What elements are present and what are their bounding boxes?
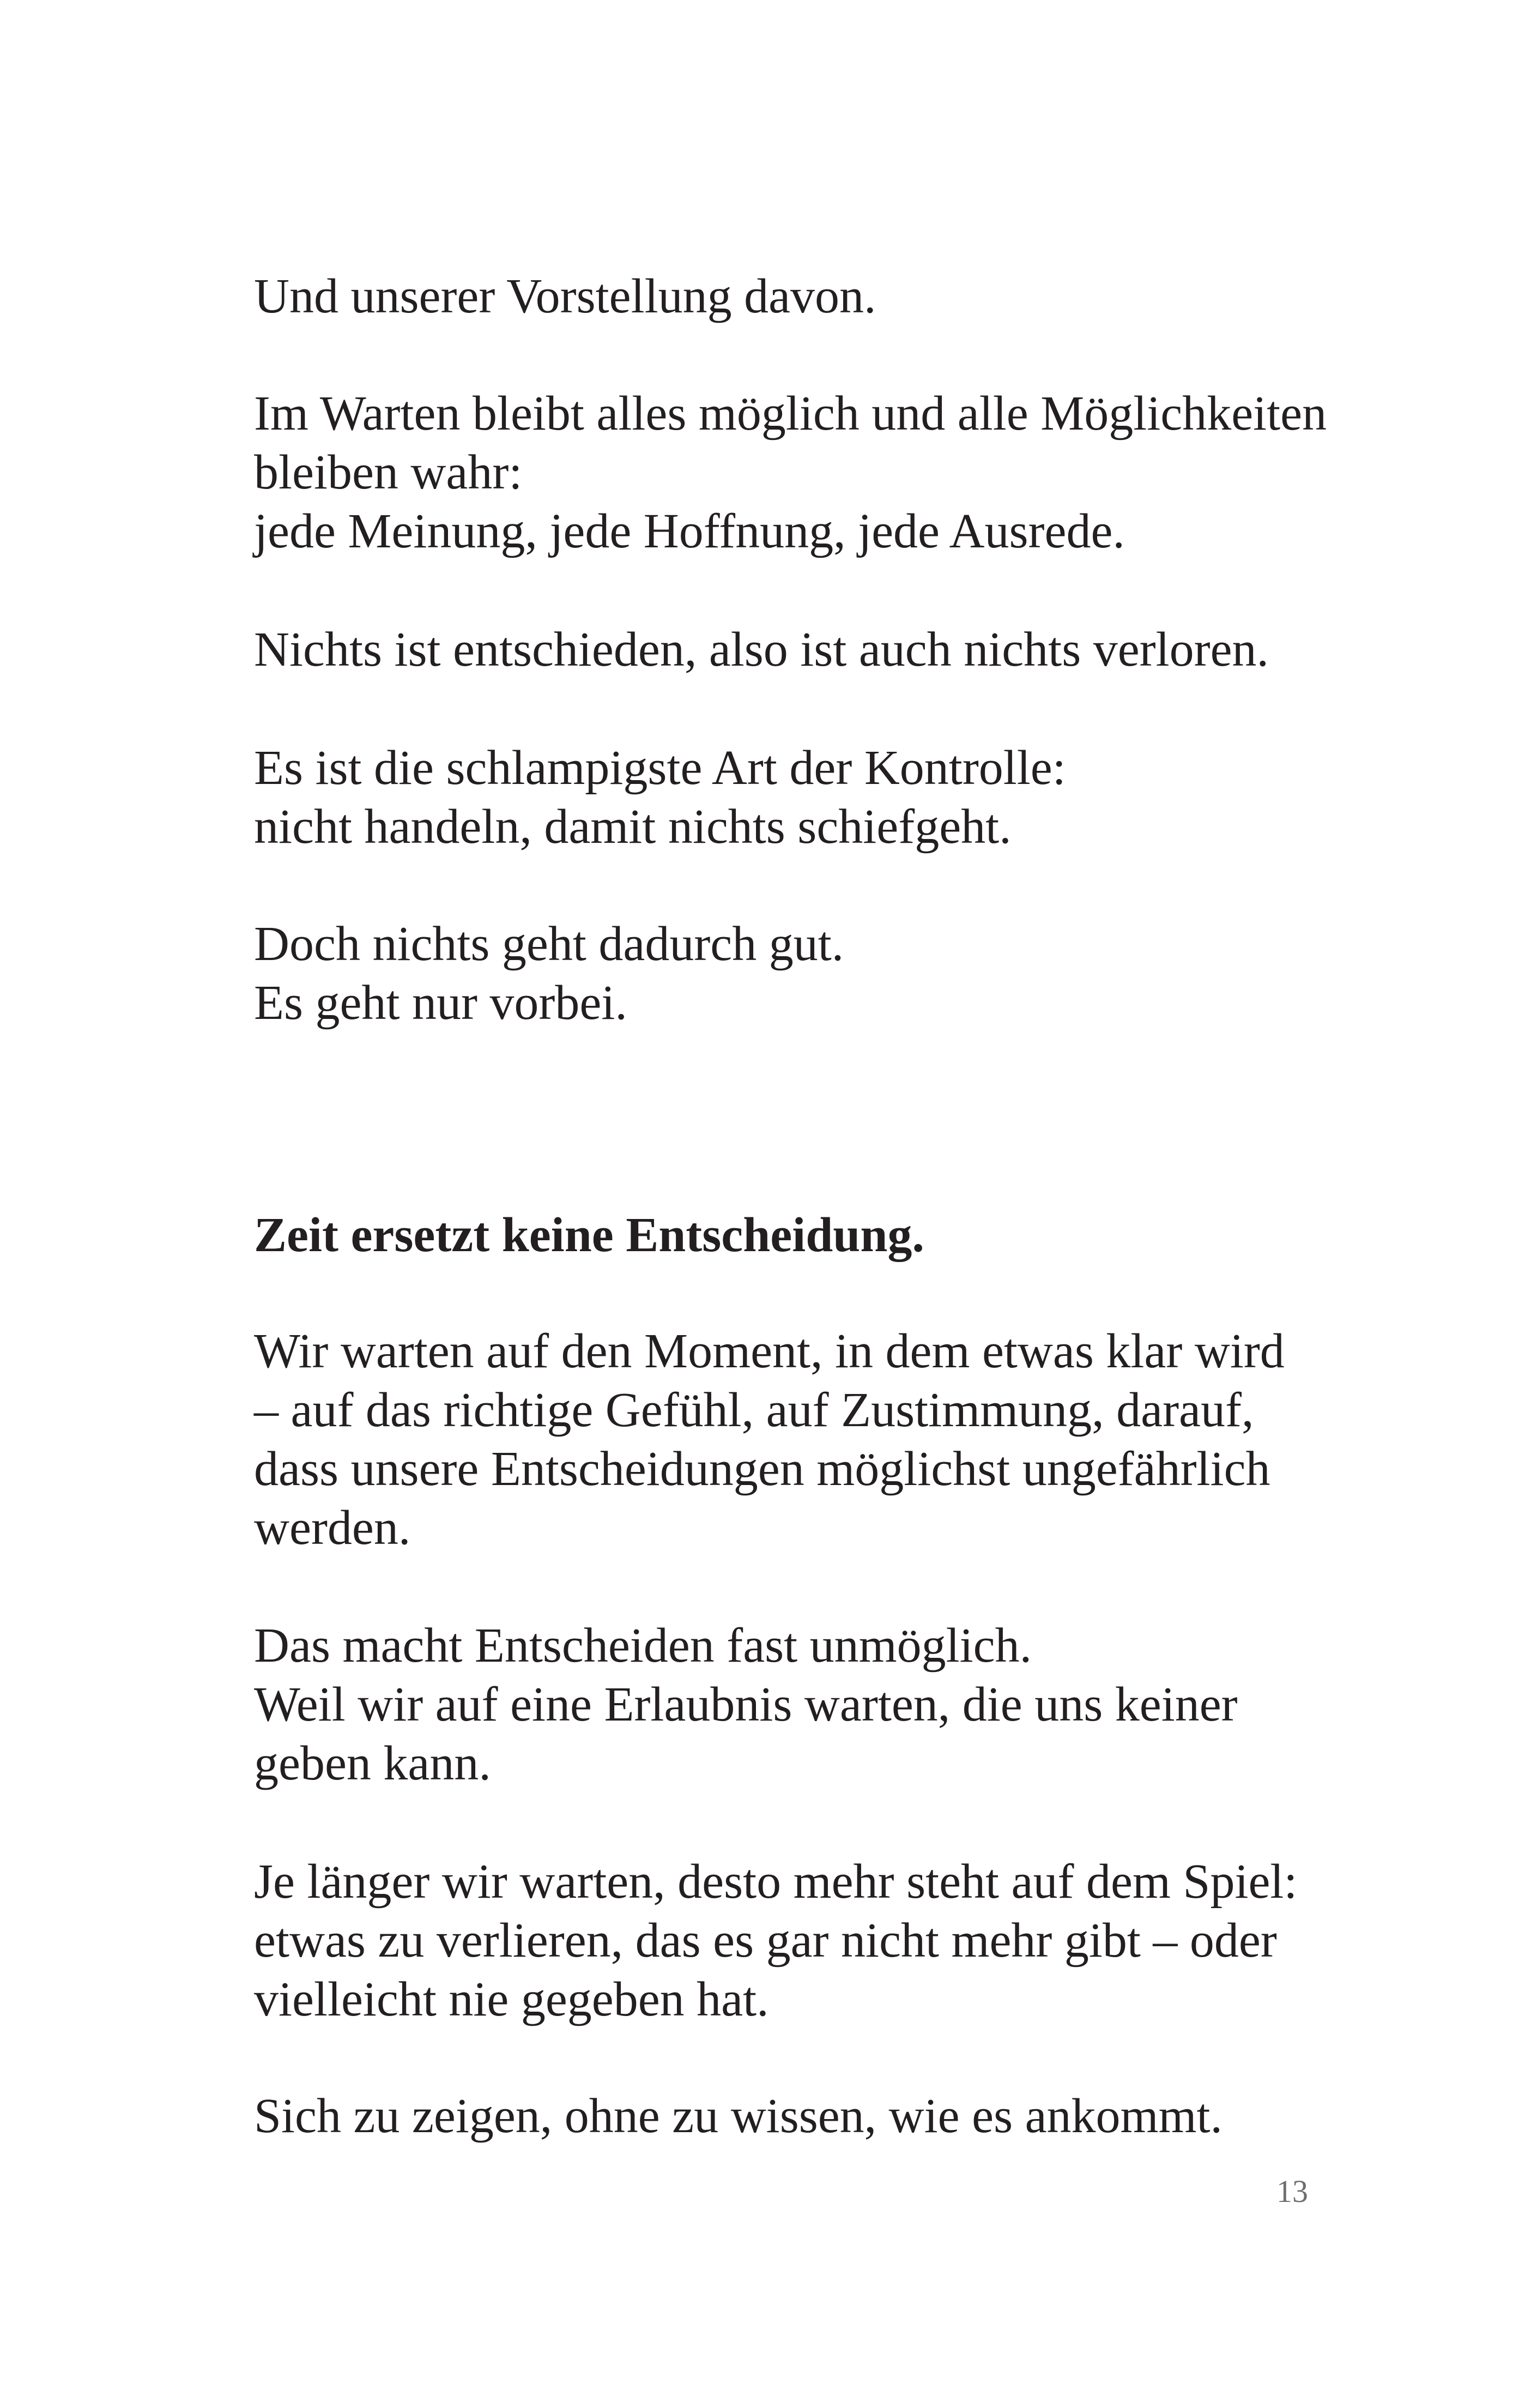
paragraph-9 xyxy=(254,2087,1344,2146)
text-line: Und unserer Vorstellung davon. xyxy=(254,269,876,323)
text-line: etwas zu verlieren, das es gar nicht mehr gibt – oder xyxy=(254,1914,1277,1968)
text-line: Es geht nur vorbei. xyxy=(254,976,627,1030)
paragraph-6 xyxy=(254,1322,1344,1558)
text-line: vielleicht nie gegeben hat. xyxy=(254,1972,769,2026)
text-line: Weil wir auf eine Erlaubnis warten, die uns keiner xyxy=(254,1677,1238,1731)
section-heading xyxy=(254,1206,1344,1265)
text-line: Wir warten auf den Moment, in dem etwas klar wird xyxy=(254,1324,1285,1378)
paragraph-3 xyxy=(254,620,1344,679)
page-number: 13 xyxy=(1276,2174,1308,2209)
text-line: – auf das richtige Gefühl, auf Zustimmung, darauf, xyxy=(254,1383,1254,1437)
paragraph-5 xyxy=(254,915,1344,1033)
text-line: Sich zu zeigen, ohne zu wissen, wie es ankommt. xyxy=(254,2089,1223,2143)
text-line: jede Meinung, jede Hoffnung, jede Ausrede. xyxy=(254,504,1125,558)
heading-line: Zeit ersetzt keine Entscheidung. xyxy=(254,1208,924,1262)
paragraph-7 xyxy=(254,1616,1344,1793)
text-line: nicht handeln, damit nichts schiefgeht. xyxy=(254,800,1012,854)
text-line: dass unsere Entscheidungen möglichst ungefährlich xyxy=(254,1442,1270,1496)
text-line: Nichts ist entschieden, also ist auch nichts verloren. xyxy=(254,623,1269,677)
text-line: Je länger wir warten, desto mehr steht auf dem Spiel: xyxy=(254,1855,1298,1909)
text-line: geben kann. xyxy=(254,1736,491,1790)
paragraph-1 xyxy=(254,267,1344,326)
paragraph-2 xyxy=(254,384,1344,561)
text-line: Es ist die schlampigste Art der Kontrolle: xyxy=(254,741,1066,795)
paragraph-4 xyxy=(254,739,1344,856)
text-line: werden. xyxy=(254,1501,411,1555)
paragraph-8 xyxy=(254,1852,1344,2029)
text-line: bleiben wahr: xyxy=(254,445,523,499)
text-line: Doch nichts geht dadurch gut. xyxy=(254,917,844,971)
text-line: Im Warten bleibt alles möglich und alle Möglichkeiten xyxy=(254,387,1327,440)
text-line: Das macht Entscheiden fast unmöglich. xyxy=(254,1619,1032,1673)
